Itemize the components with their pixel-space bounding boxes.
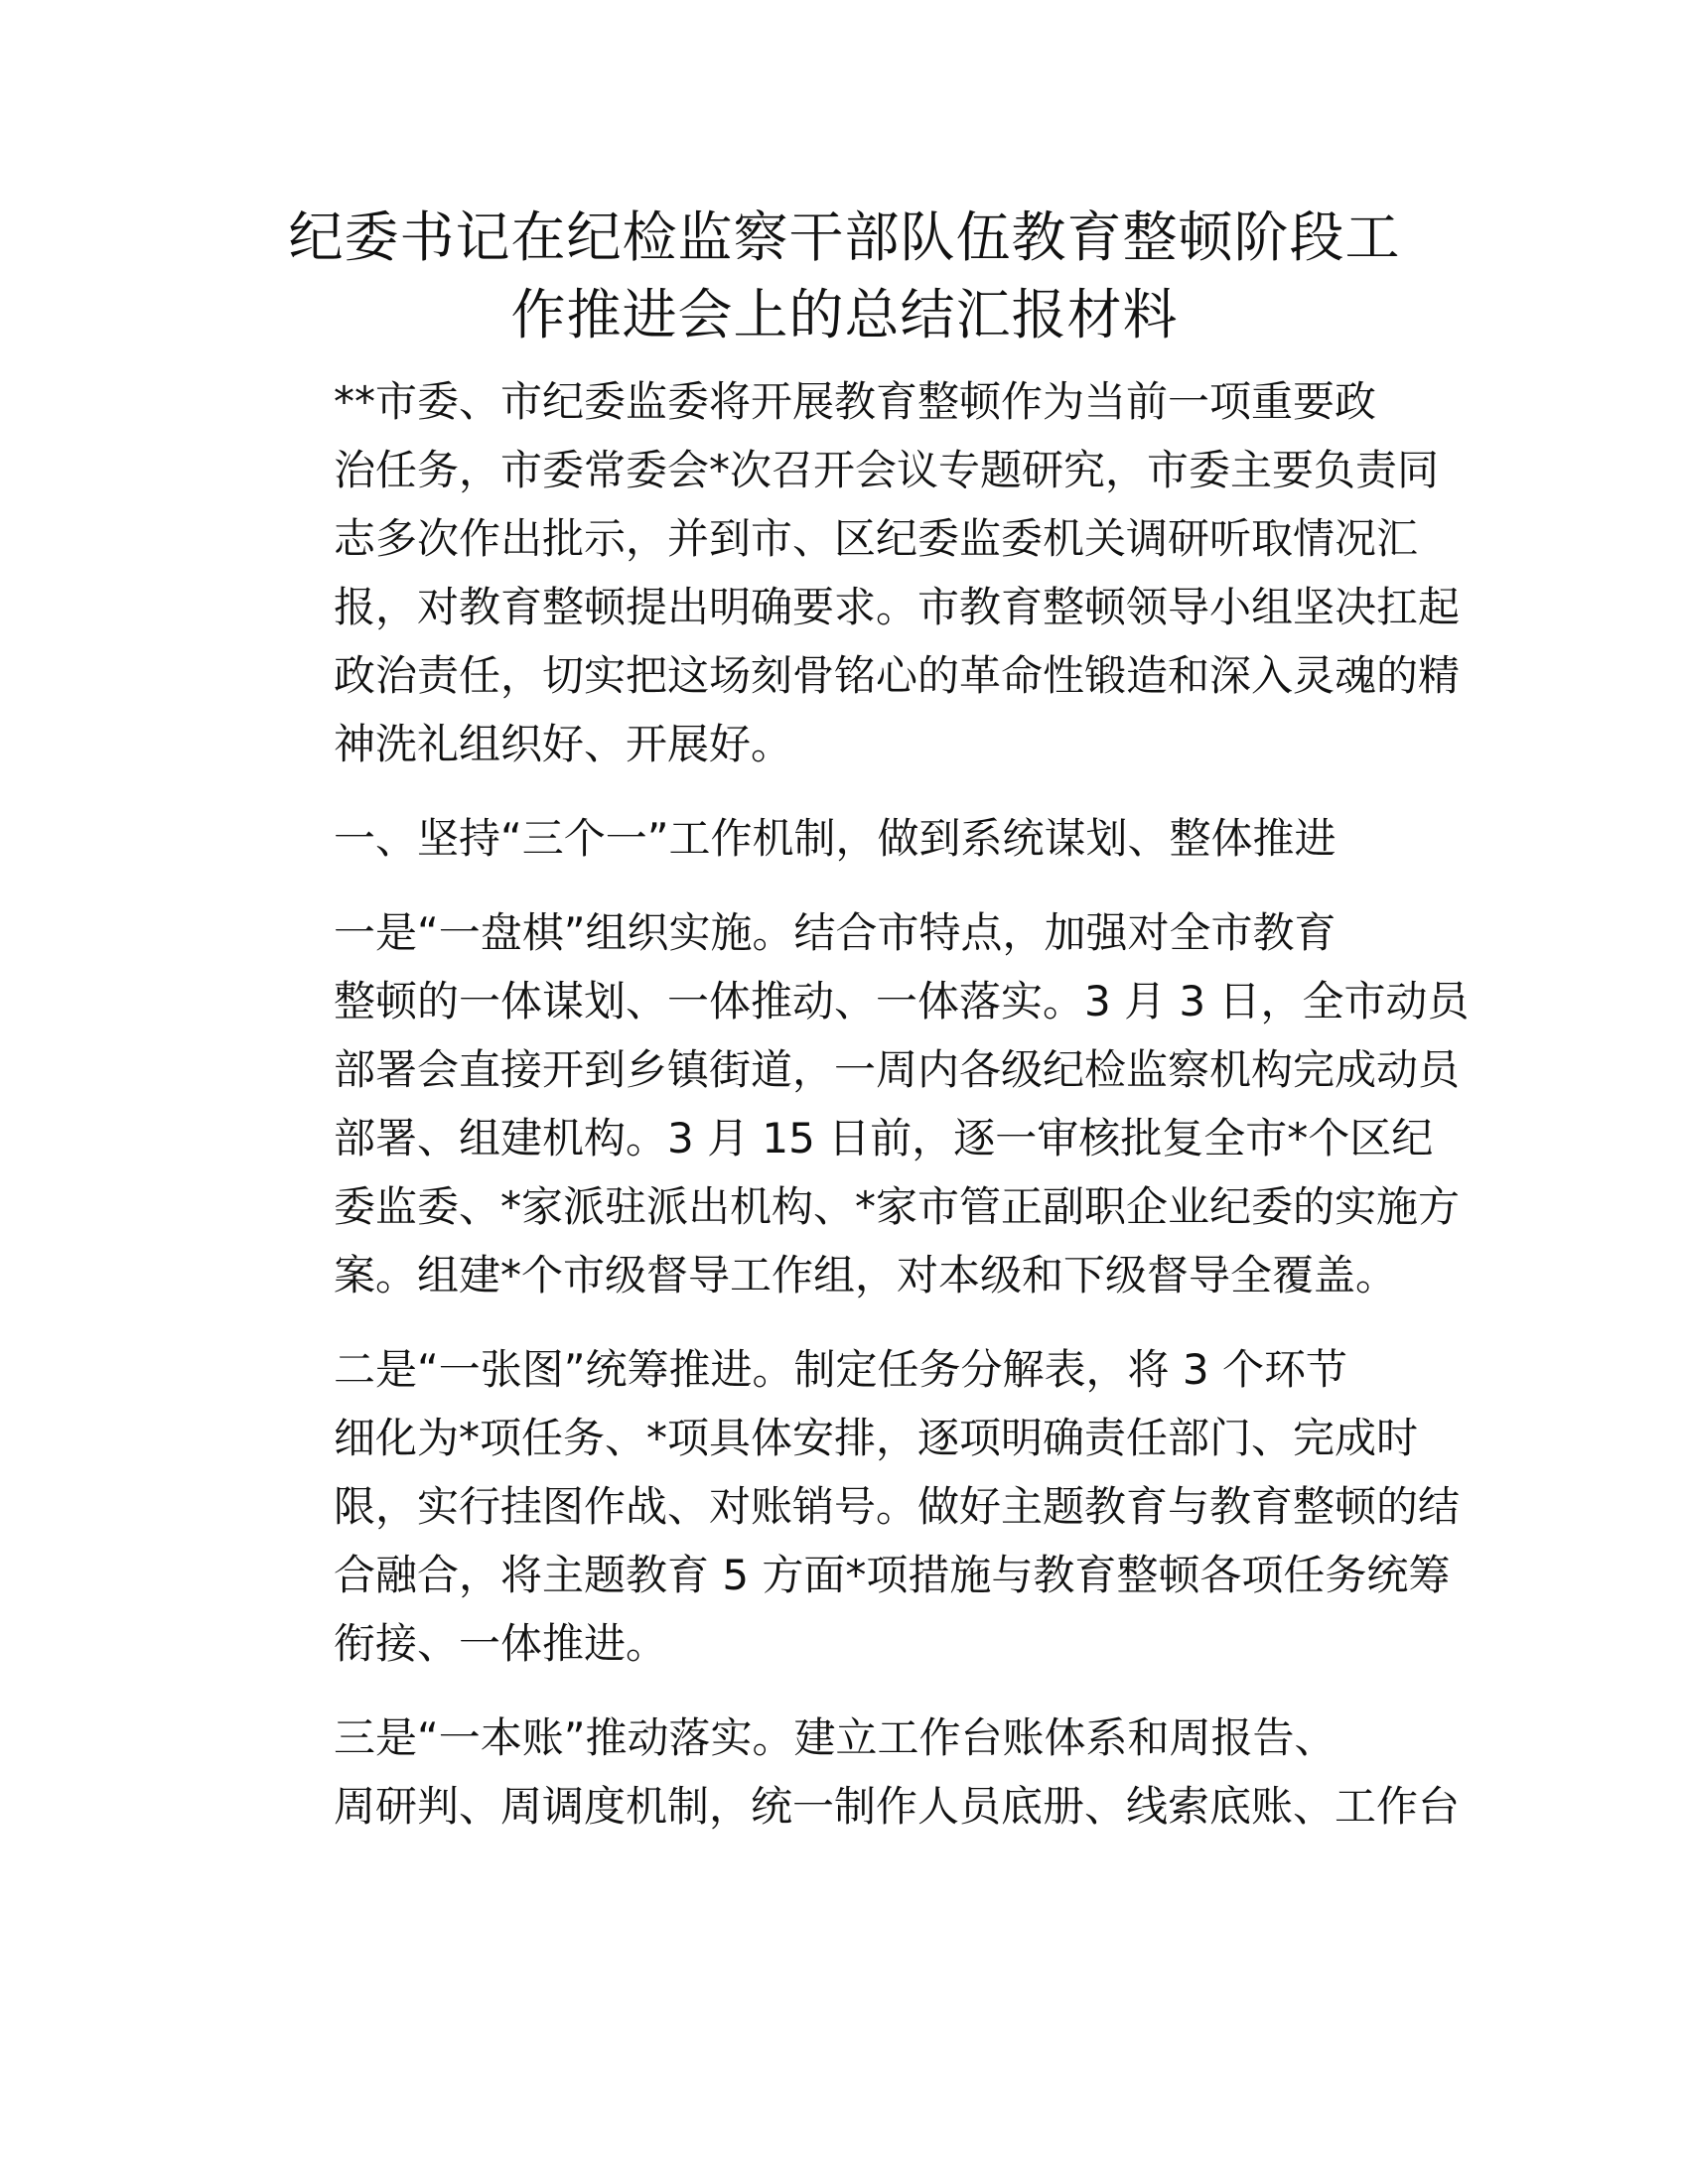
text-line: 部署会直接开到乡镇街道，一周内各级纪检监察机构完成动员 [334,1045,1461,1094]
intro-paragraph [246,367,1461,778]
paragraph-one-map [246,1335,1461,1678]
text-line: 整顿的一体谋划、一体推动、一体落实。3 月 3 日，全市动员 [334,977,1470,1025]
document-body [246,367,1470,1841]
text-line: 委监委、*家派驻派出机构、*家市管正副职企业纪委的实施方 [334,1182,1461,1231]
title-line: 纪委书记在纪检监察干部队伍教育整顿阶段工 [288,205,1401,269]
paragraph-one-ledger [246,1704,1461,1841]
text-line: 一是“一盘棋”组织实施。结合市特点，加强对全市教育 [334,908,1336,957]
text-line: 二是“一张图”统筹推进。制定任务分解表，将 3 个环节 [334,1345,1347,1394]
text-line: 志多次作出批示，并到市、区纪委监委机关调研听取情况汇 [334,514,1419,563]
text-line: 案。组建*个市级督导工作组，对本级和下级督导全覆盖。 [334,1251,1398,1299]
text-line: 报，对教育整顿提出明确要求。市教育整顿领导小组坚决扛起 [334,583,1461,631]
title-line: 作推进会上的总结汇报材料 [510,283,1179,346]
text-line: 治任务，市委常委会*次召开会议专题研究，市委主要负责同 [334,446,1440,494]
text-line: **市委、市纪委监委将开展教育整顿作为当前一项重要政 [334,377,1377,426]
text-line: 细化为*项任务、*项具体安排，逐项明确责任部门、完成时 [334,1414,1419,1462]
text-line: 神洗礼组织好、开展好。 [334,720,793,768]
text-line: 政治责任，切实把这场刻骨铭心的革命性锻造和深入灵魂的精 [334,651,1461,700]
text-line: 限，实行挂图作战、对账销号。做好主题教育与教育整顿的结 [334,1482,1461,1531]
text-line: 合融合，将主题教育 5 方面*项措施与教育整顿各项任务统筹 [334,1551,1451,1599]
text-line: 衔接、一体推进。 [334,1619,668,1668]
text-line: 三是“一本账”推动落实。建立工作台账体系和周报告、 [334,1713,1336,1762]
section-heading: 一、坚持“三个一”工作机制，做到系统谋划、整体推进 [334,814,1336,863]
text-line: 部署、组建机构。3 月 15 日前，逐一审核批复全市*个区纪 [334,1114,1434,1162]
document-title [246,199,1443,353]
paragraph-one-board [246,898,1470,1309]
document-page [246,199,1470,1866]
text-line: 周研判、周调度机制，统一制作人员底册、线索底账、工作台 [334,1782,1461,1831]
